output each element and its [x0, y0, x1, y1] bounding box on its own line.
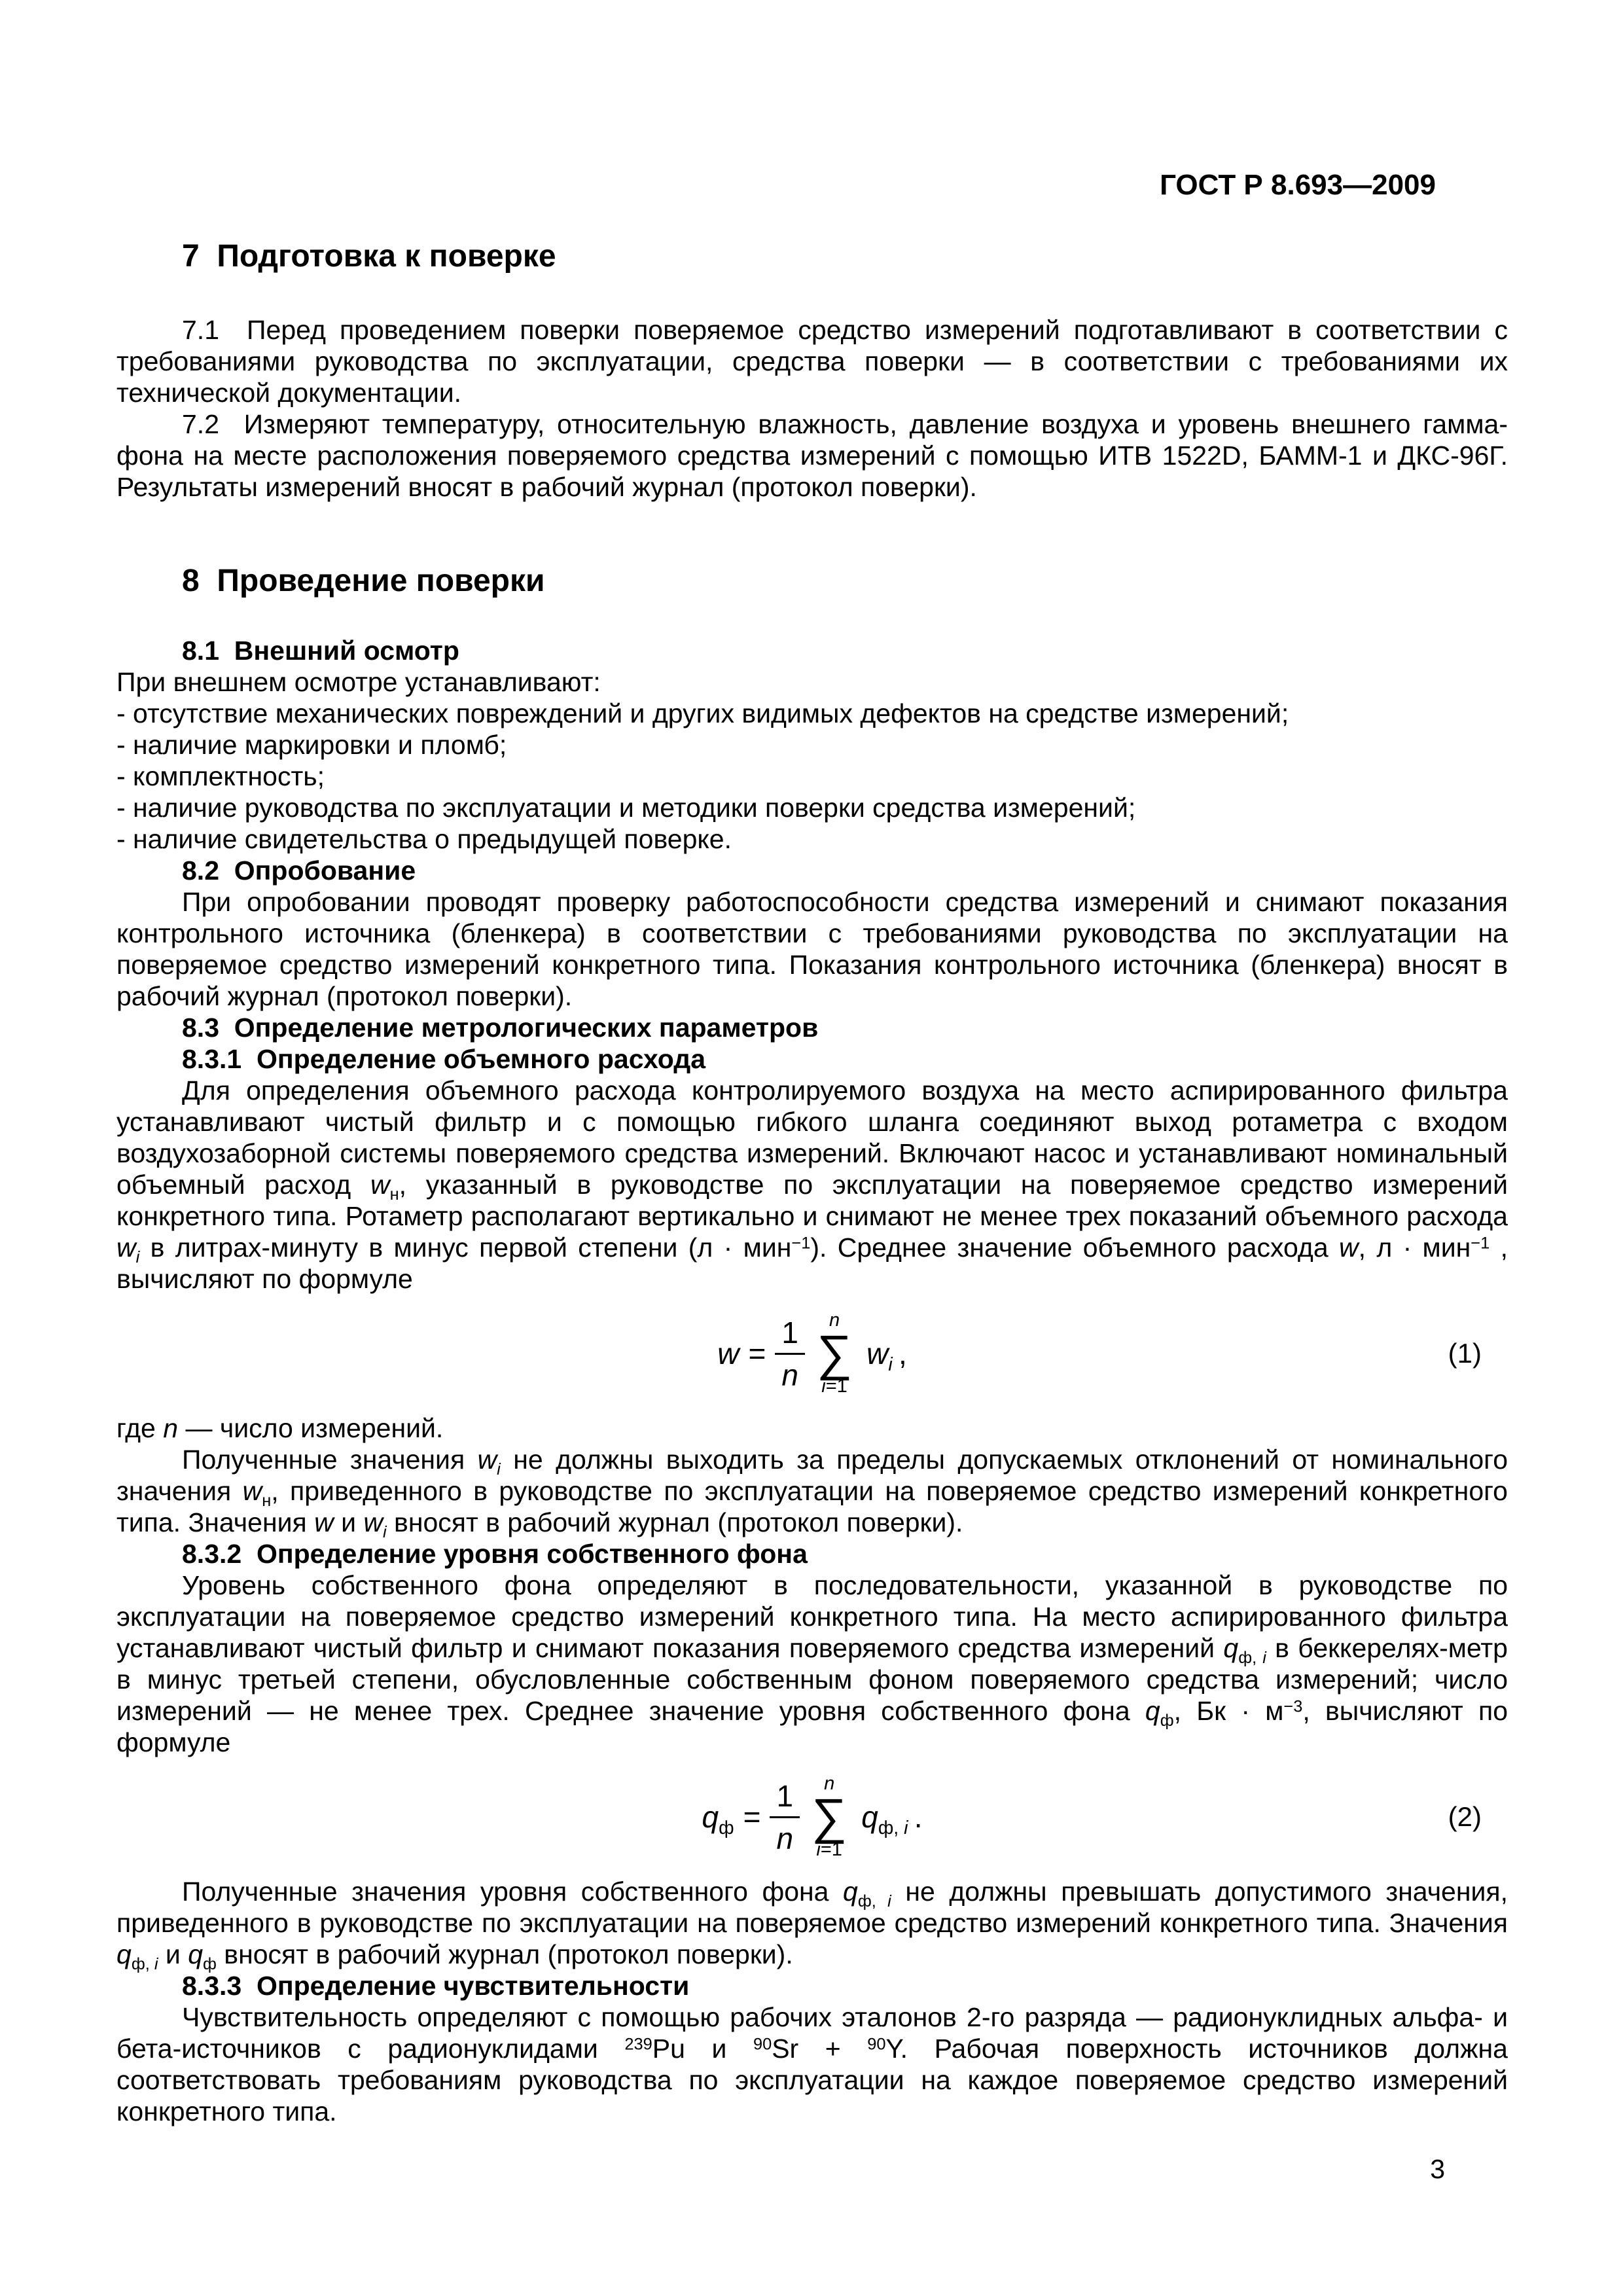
section-7-title: 7 Подготовка к поверке: [182, 239, 556, 274]
list-item: - отсутствие механических повреждений и других видимых дефектов на средстве измерений;: [116, 698, 1289, 728]
formula-1-lhs: w: [717, 1336, 740, 1371]
section-8-title: 8 Проведение поверки: [182, 564, 545, 598]
heading-8-3: 8.3 Определение метрологических параметров: [182, 1013, 819, 1043]
formula-1: [116, 1310, 1508, 1397]
sigma-symbol: ∑: [816, 1325, 853, 1381]
formula-1-number: (1): [1448, 1338, 1482, 1369]
para-after-formula-1: Полученные значения $w_i$ не должны выходить за пределы допускаемых отклонений от номинального значения $w_н$, приведенного в руководстве по эксплуатации на поверяемое средство измерений конкретного типа. Значения w и $w_i$ вносят в рабочий журнал (протокол поверки).: [116, 1444, 1508, 1541]
equals-sign: =: [743, 1800, 761, 1834]
equals-sign: =: [748, 1336, 766, 1371]
heading-8-3-2: 8.3.2 Определение уровня собственного фона: [182, 1539, 808, 1569]
para-8-2: При опробовании проводят проверку работоспособности средства измерений и снимают показания контрольного источника (бленкера) в соответствии с требованиями руководства по эксплуатации на поверяемое средство измерений конкретного типа. Показания контрольного источника (бленкера) вносят в рабочий журнал (протокол поверки).: [116, 887, 1508, 1011]
formula-2-expression: [702, 1774, 923, 1860]
summation: [812, 1774, 847, 1860]
fraction-denominator: n: [781, 1357, 798, 1392]
summation-lower-limit: i=1: [821, 1376, 847, 1397]
summation-upper-limit: n: [829, 1310, 840, 1331]
para-after-formula-2: Полученные значения уровня собственного фона $q_{ф, i}$ не должны превышать допустимого значения, приведенного в руководстве по эксплуатации на поверяемое средство измерений конкретного типа. Значения $q_{ф, i}$ и $q_ф$ вносят в рабочий журнал (протокол поверки).: [116, 1876, 1508, 1973]
list-item: - наличие маркировки и пломб;: [116, 730, 507, 760]
summation: [817, 1310, 852, 1397]
heading-8-3-1: 8.3.1 Определение объемного расхода: [182, 1044, 706, 1074]
formula-2: [116, 1774, 1508, 1860]
para-8-3-1: Для определения объемного расхода контролируемого воздуха на место аспирированного фильтра устанавливают чистый фильтр и с помощью гибкого шланга соединяют выход ротаметра с входом воздухозаборной системы поверяемого средства измерений. Включают насос и устанавливают номинальный объемный расход $w_н$, указанный в руководстве по эксплуатации на поверяемое средство измерений конкретного типа. Ротаметр располагают вертикально и снимают не менее трех показаний объемного расхода $w_i$ в литрах-минуту в минус первой степени (л · мин$^{-1}$). Среднее значение объемного расхода w, л · мин$^{-1}$ , вычисляют по формуле: [116, 1075, 1508, 1294]
standard-designation: ГОСТ Р 8.693—2009: [1160, 169, 1436, 201]
list-item: - наличие свидетельства о предыдущей поверке.: [116, 824, 732, 854]
fraction: [775, 1315, 805, 1392]
formula-2-lhs: $q_ф$: [702, 1800, 734, 1839]
para-8-1-intro: При внешнем осмотре устанавливают:: [116, 667, 601, 697]
sigma-symbol: ∑: [812, 1789, 847, 1844]
heading-8-2: 8.2 Опробование: [182, 855, 416, 886]
formula-2-number: (2): [1448, 1801, 1482, 1832]
fraction-numerator: 1: [770, 1781, 800, 1818]
list-item: - наличие руководства по эксплуатации и методики поверки средства измерений;: [116, 793, 1136, 823]
formula-2-term: $q_{ф, i}$ .: [861, 1800, 923, 1839]
fraction: [770, 1778, 800, 1856]
fraction-denominator: n: [776, 1821, 794, 1856]
summation-upper-limit: n: [824, 1773, 835, 1794]
para-8-3-3: Чувствительность определяют с помощью рабочих эталонов 2-го разряда — радионуклидных альфа- и бета-источников с радионуклидами $^{239}$Pu и $^{90}$Sr + $^{90}$Y. Рабочая поверхность источников должна соответствовать требованиям руководства по эксплуатации на каждое поверяемое средство измерений конкретного типа.: [116, 2002, 1508, 2126]
page-number: 3: [1430, 2154, 1445, 2184]
para-8-3-2: Уровень собственного фона определяют в последовательности, указанной в руководстве по эксплуатации на поверяемое средство измерений конкретного типа. На место аспирированного фильтра устанавливают чистый фильтр и снимают показания поверяемого средства измерений $q_{ф, i}$ в беккерелях-метр в минус третьей степени, обусловленные собственным фоном поверяемого средства измерений; число измерений — не менее трех. Среднее значение уровня собственного фона $q_ф$, Бк · $м^{-3}$, вычисляют по формуле: [116, 1570, 1508, 1757]
summation-lower-limit: i=1: [816, 1839, 842, 1860]
list-item: - комплектность;: [116, 761, 325, 791]
formula-1-expression: [717, 1310, 906, 1397]
para-7-1: 7.1 Перед проведением поверки поверяемое средство измерений подготавливают в соответствии с требованиями руководства по эксплуатации, средства поверки — в соответствии с требованиями их технической документации.: [116, 315, 1508, 408]
heading-8-3-3: 8.3.3 Определение чувствительности: [182, 1971, 690, 2001]
fraction-numerator: 1: [775, 1318, 805, 1355]
page-content: [116, 0, 1508, 2127]
formula-1-term: $w_i$ ,: [866, 1336, 907, 1375]
para-7-2: 7.2 Измеряют температуру, относительную влажность, давление воздуха и уровень внешнего гамма-фона на месте расположения поверяемого средства измерений с помощью ИТВ 1522D, БАММ-1 и ДКС-96Г. Результаты измерений вносят в рабочий журнал (протокол поверки).: [116, 409, 1508, 502]
formula-1-where: где n — число измерений.: [116, 1413, 444, 1443]
heading-8-1: 8.1 Внешний осмотр: [182, 636, 459, 666]
